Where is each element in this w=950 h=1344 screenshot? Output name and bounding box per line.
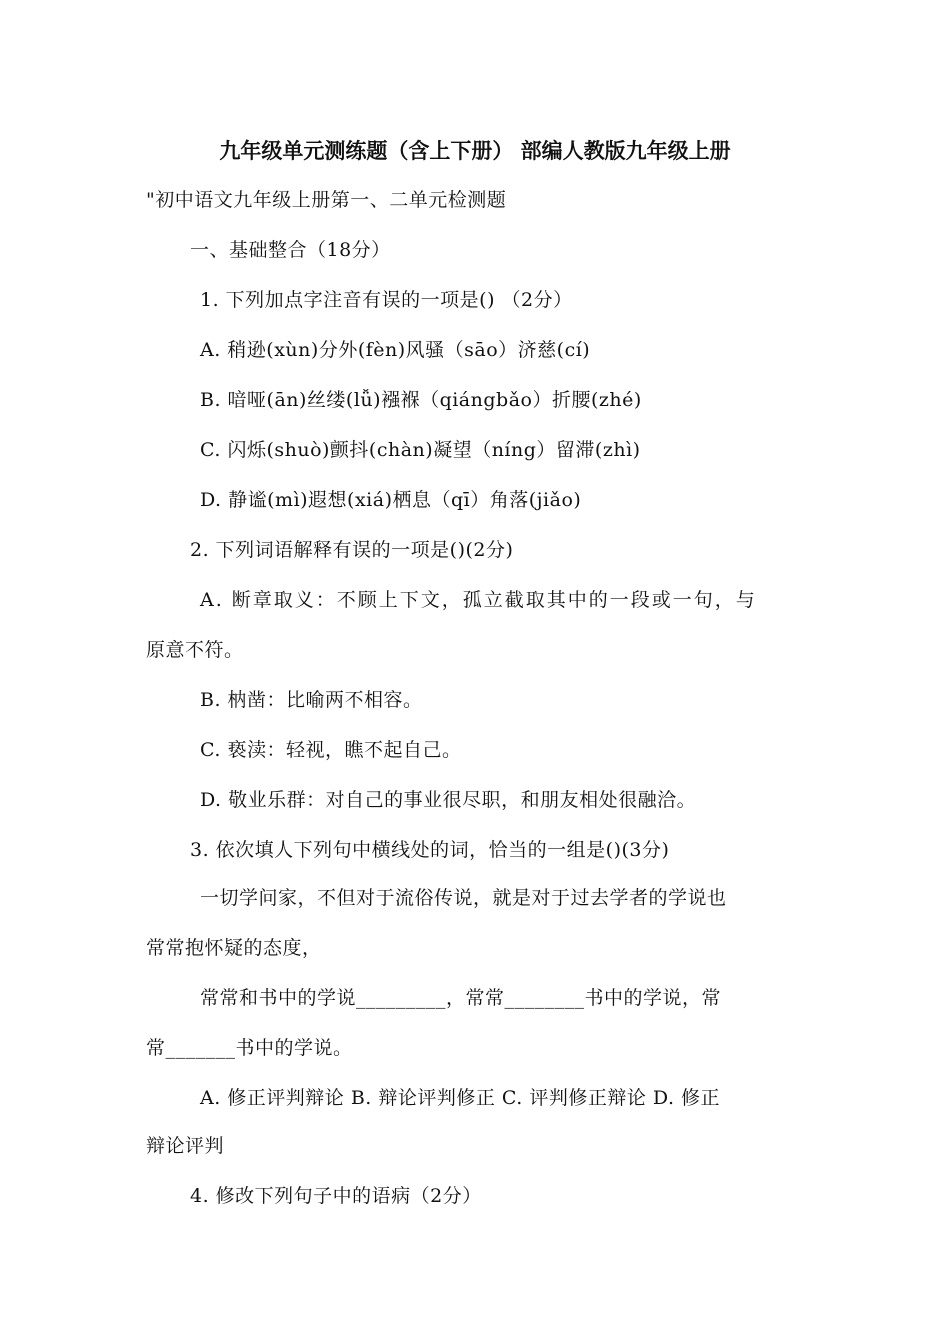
q3-options: A. 修正评判辩论 B. 辩论评判修正 C. 评判修正辩论 D. 修正 [200, 1087, 721, 1109]
q3-passage-line-1: 一切学问家，不但对于流俗传说，就是对于过去学者的学说也 [200, 887, 727, 909]
q2-option-c: C. 亵渎：轻视，瞧不起自己。 [200, 739, 462, 761]
question-2: 2. 下列词语解释有误的一项是()(2分) [190, 539, 514, 561]
exam-heading: "初中语文九年级上册第一、二单元检测题 [146, 189, 507, 211]
q3-passage-line-3: 常常和书中的学说_________，常常________书中的学说，常 [200, 987, 722, 1009]
question-1: 1. 下列加点字注音有误的一项是() （2分） [200, 289, 573, 311]
section-heading: 一、基础整合（18分） [190, 239, 391, 261]
question-4: 4. 修改下列句子中的语病（2分） [190, 1185, 482, 1207]
document-title: 九年级单元测练题（含上下册） 部编人教版九年级上册 [219, 139, 731, 163]
q3-options-cont: 辩论评判 [146, 1135, 225, 1157]
q1-option-b: B. 喑哑(ān)丝缕(lǚ)襁褓（qiángbǎo）折腰(zhé) [200, 389, 642, 411]
q2-option-b: B. 枘凿：比喻两不相容。 [200, 689, 423, 711]
q3-passage-line-4: 常_______书中的学说。 [146, 1037, 353, 1059]
q2-option-d: D. 敬业乐群：对自己的事业很尽职，和朋友相处很融洽。 [200, 789, 697, 811]
q1-option-d: D. 静谧(mì)遐想(xiá)栖息（qī）角落(jiǎo) [200, 489, 582, 511]
q1-option-c: C. 闪烁(shuò)颤抖(chàn)凝望（níng）留滞(zhì) [200, 439, 641, 461]
q3-passage-line-2: 常常抱怀疑的态度， [146, 937, 322, 959]
q2-option-a: A. 断章取义：不顾上下文，孤立截取其中的一段或一句，与 [200, 589, 757, 611]
q1-option-a: A. 稍逊(xùn)分外(fèn)风骚（sāo）济慈(cí) [200, 339, 591, 361]
question-3: 3. 依次填人下列句中横线处的词，恰当的一组是()(3分) [190, 839, 670, 861]
q2-option-a-cont: 原意不符。 [146, 639, 244, 661]
